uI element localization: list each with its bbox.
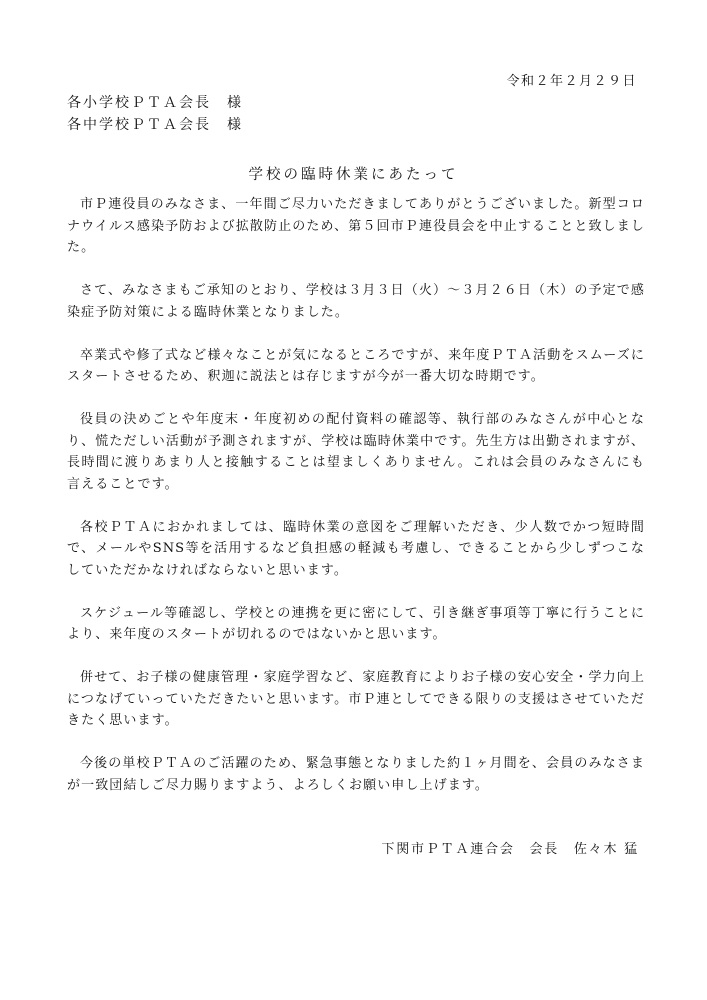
document-body	[67, 194, 645, 818]
addressee-block	[67, 92, 243, 136]
addressee-junior-high: 各中学校ＰＴＡ会長 様	[67, 117, 243, 133]
signature: 下関市ＰＴＡ連合会 会長 佐々木 猛	[381, 842, 639, 857]
addressee-elementary: 各小学校ＰＴＡ会長 様	[67, 95, 243, 111]
paragraph-greeting: 市Ｐ連役員のみなさま、一年間ご尽力いただきましてありがとうございました。新型コロナウイルス感染予防および拡散防止のため、第５回市Ｐ連役員会を中止することと致しました。	[67, 197, 645, 255]
paragraph-closing-request: 今後の単校ＰＴＡのご活躍のため、緊急事態となりました約１ヶ月間を、会員のみなさまが一致団結しご尽力賜りますよう、よろしくお願い申し上げます。	[67, 756, 645, 793]
paragraph-closure-period: さて、みなさまもご承知のとおり、学校は３月３日（火）～３月２６日（木）の予定で感染症予防対策による臨時休業となりました。	[67, 283, 645, 320]
document-title: 学校の臨時休業にあたって	[248, 167, 459, 183]
paragraph-important-period: 卒業式や修了式など様々なことが気になるところですが、来年度ＰＴＡ活動をスムーズにスタートさせるため、釈迦に説法とは存じますが今が一番大切な時期です。	[67, 347, 645, 384]
paragraph-home-education: 併せて、お子様の健康管理・家庭学習など、家庭教育によりお子様の安心安全・学力向上につなげていっていただきたいと思います。市Ｐ連としてできる限りの支援はさせていただきたく思います。	[67, 670, 645, 728]
paragraph-schedule-coordination: スケジュール等確認し、学校との連携を更に密にして、引き継ぎ事項等丁寧に行うことにより、来年度のスタートが切れるのではないかと思います。	[67, 605, 645, 642]
paragraph-school-pta-request: 各校ＰＴＡにおかれましては、臨時休業の意図をご理解いただき、少人数でかつ短時間で、メールやSNS等を活用するなど負担感の軽減も考慮し、できることから少しずつこなしていただかなければならないと思います。	[67, 519, 645, 578]
paragraph-executive-activity: 役員の決めごとや年度末・年度初めの配付資料の確認等、執行部のみなさんが中心となり、慌ただしい活動が予測されますが、学校は臨時休業中です。先生方は出勤されますが、長時間に渡りあまり人と接触することは望ましくありません。これは会員のみなさんにも言えることです。	[67, 412, 645, 492]
document-date: 令和２年２月２９日	[506, 74, 637, 89]
